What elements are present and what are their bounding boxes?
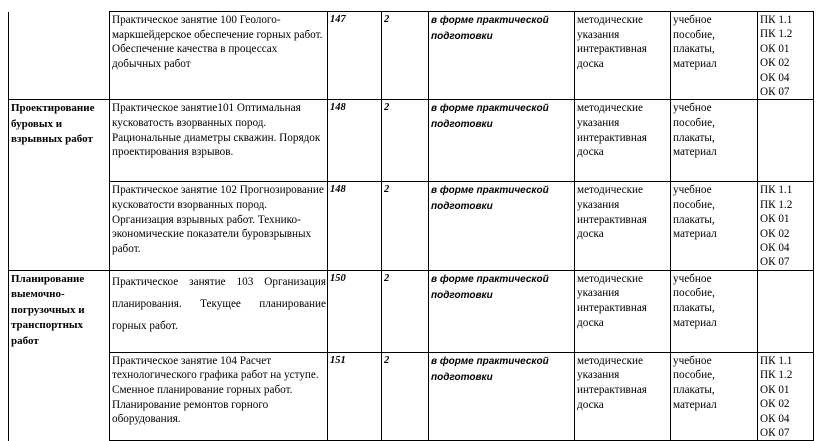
lesson-description: Практическое занятие 100 Геолого-маркшейдерское обеспечение горных работ. Обеспечение качества в процессах добычных работ [110,12,328,100]
competency-code: ПК 1.1 [760,14,793,26]
competencies-cell [758,182,814,270]
competency-code: ОК 04 [760,71,790,84]
competency-code: ОК 04 [760,242,790,255]
materials-cell: учебное пособие, плакаты, материал [671,352,758,440]
materials-cell: учебное пособие, плакаты, материал [671,270,758,352]
hours-cell: 148 [328,182,382,270]
competency-code: ОК 04 [760,412,790,425]
competency-code: ПК 1.1 [760,184,793,197]
count-cell: 2 [382,12,429,100]
materials-cell: учебное пособие, плакаты, материал [671,100,758,182]
competency-code: ПК 1.1 [760,354,793,367]
section-cell [9,12,110,100]
methods-cell: методические указания интерактивная доска [575,352,671,440]
form-cell: в форме практической подготовки [429,182,575,270]
competency-code: ПК 1.2 [760,369,793,382]
form-cell: в форме практической подготовки [429,100,575,182]
materials-cell: учебное пособие, плакаты, материал [671,182,758,270]
competencies-cell [758,352,814,440]
competencies-cell [758,100,814,182]
table-row [9,270,814,352]
form-cell: в форме практической подготовки [429,12,575,100]
table-row [9,12,814,100]
competency-code: ОК 01 [760,383,790,396]
competency-code: ПК 1.2 [760,28,793,41]
competency-code: ОК 01 [760,213,790,226]
count-cell: 2 [382,270,429,352]
section-cell: Проектирование буровых и взрывных работ [9,100,110,182]
competency-code: ОК 02 [760,398,790,411]
section-cell: Планирование выемочно-погрузочных и транспортных работ [9,270,110,352]
hours-cell: 147 [328,12,382,100]
lesson-description: Практическое занятие 103 Организация планирования. Текущее планирование горных работ. [110,270,328,352]
competency-code: ОК 07 [760,426,790,439]
competency-code: ОК 02 [760,227,790,240]
materials-cell: учебное пособие, плакаты, материал [671,12,758,100]
count-cell: 2 [382,100,429,182]
count-cell: 2 [382,182,429,270]
hours-cell: 148 [328,100,382,182]
methods-cell: методические указания интерактивная доска [575,270,671,352]
competency-code: ПК 1.2 [760,198,793,211]
competencies-cell [758,270,814,352]
table-row [9,182,814,270]
competency-code: ОК 07 [760,86,790,99]
table-row [9,352,814,440]
methods-cell: методические указания интерактивная доска [575,182,671,270]
competency-code: ОК 01 [760,42,790,55]
count-cell: 2 [382,352,429,440]
section-cell [9,182,110,270]
table-row [9,100,814,182]
lesson-description: Практическое занятие101 Оптимальная кусковатость взорванных пород. Рациональные диаметры скважин. Порядок проектирования взрывов. [110,100,328,182]
methods-cell: методические указания интерактивная доска [575,12,671,100]
competency-code: ОК 07 [760,256,790,269]
section-cell [9,352,110,440]
hours-cell: 151 [328,352,382,440]
competencies-cell [758,12,814,100]
hours-cell: 150 [328,270,382,352]
curriculum-table [8,11,814,441]
form-cell: в форме практической подготовки [429,352,575,440]
competency-code: ОК 02 [760,57,790,70]
form-cell: в форме практической подготовки [429,270,575,352]
lesson-description: Практическое занятие 102 Прогнозирование кусковатости взорванных пород. Организация взрывных работ. Технико-экономические показатели буровзрывных работ. [110,182,328,270]
methods-cell: методические указания интерактивная доска [575,100,671,182]
lesson-description: Практическое занятие 104 Расчет технологического графика работ на уступе. Сменное планирование горных работ. Планирование ремонтов горного оборудования. [110,352,328,440]
